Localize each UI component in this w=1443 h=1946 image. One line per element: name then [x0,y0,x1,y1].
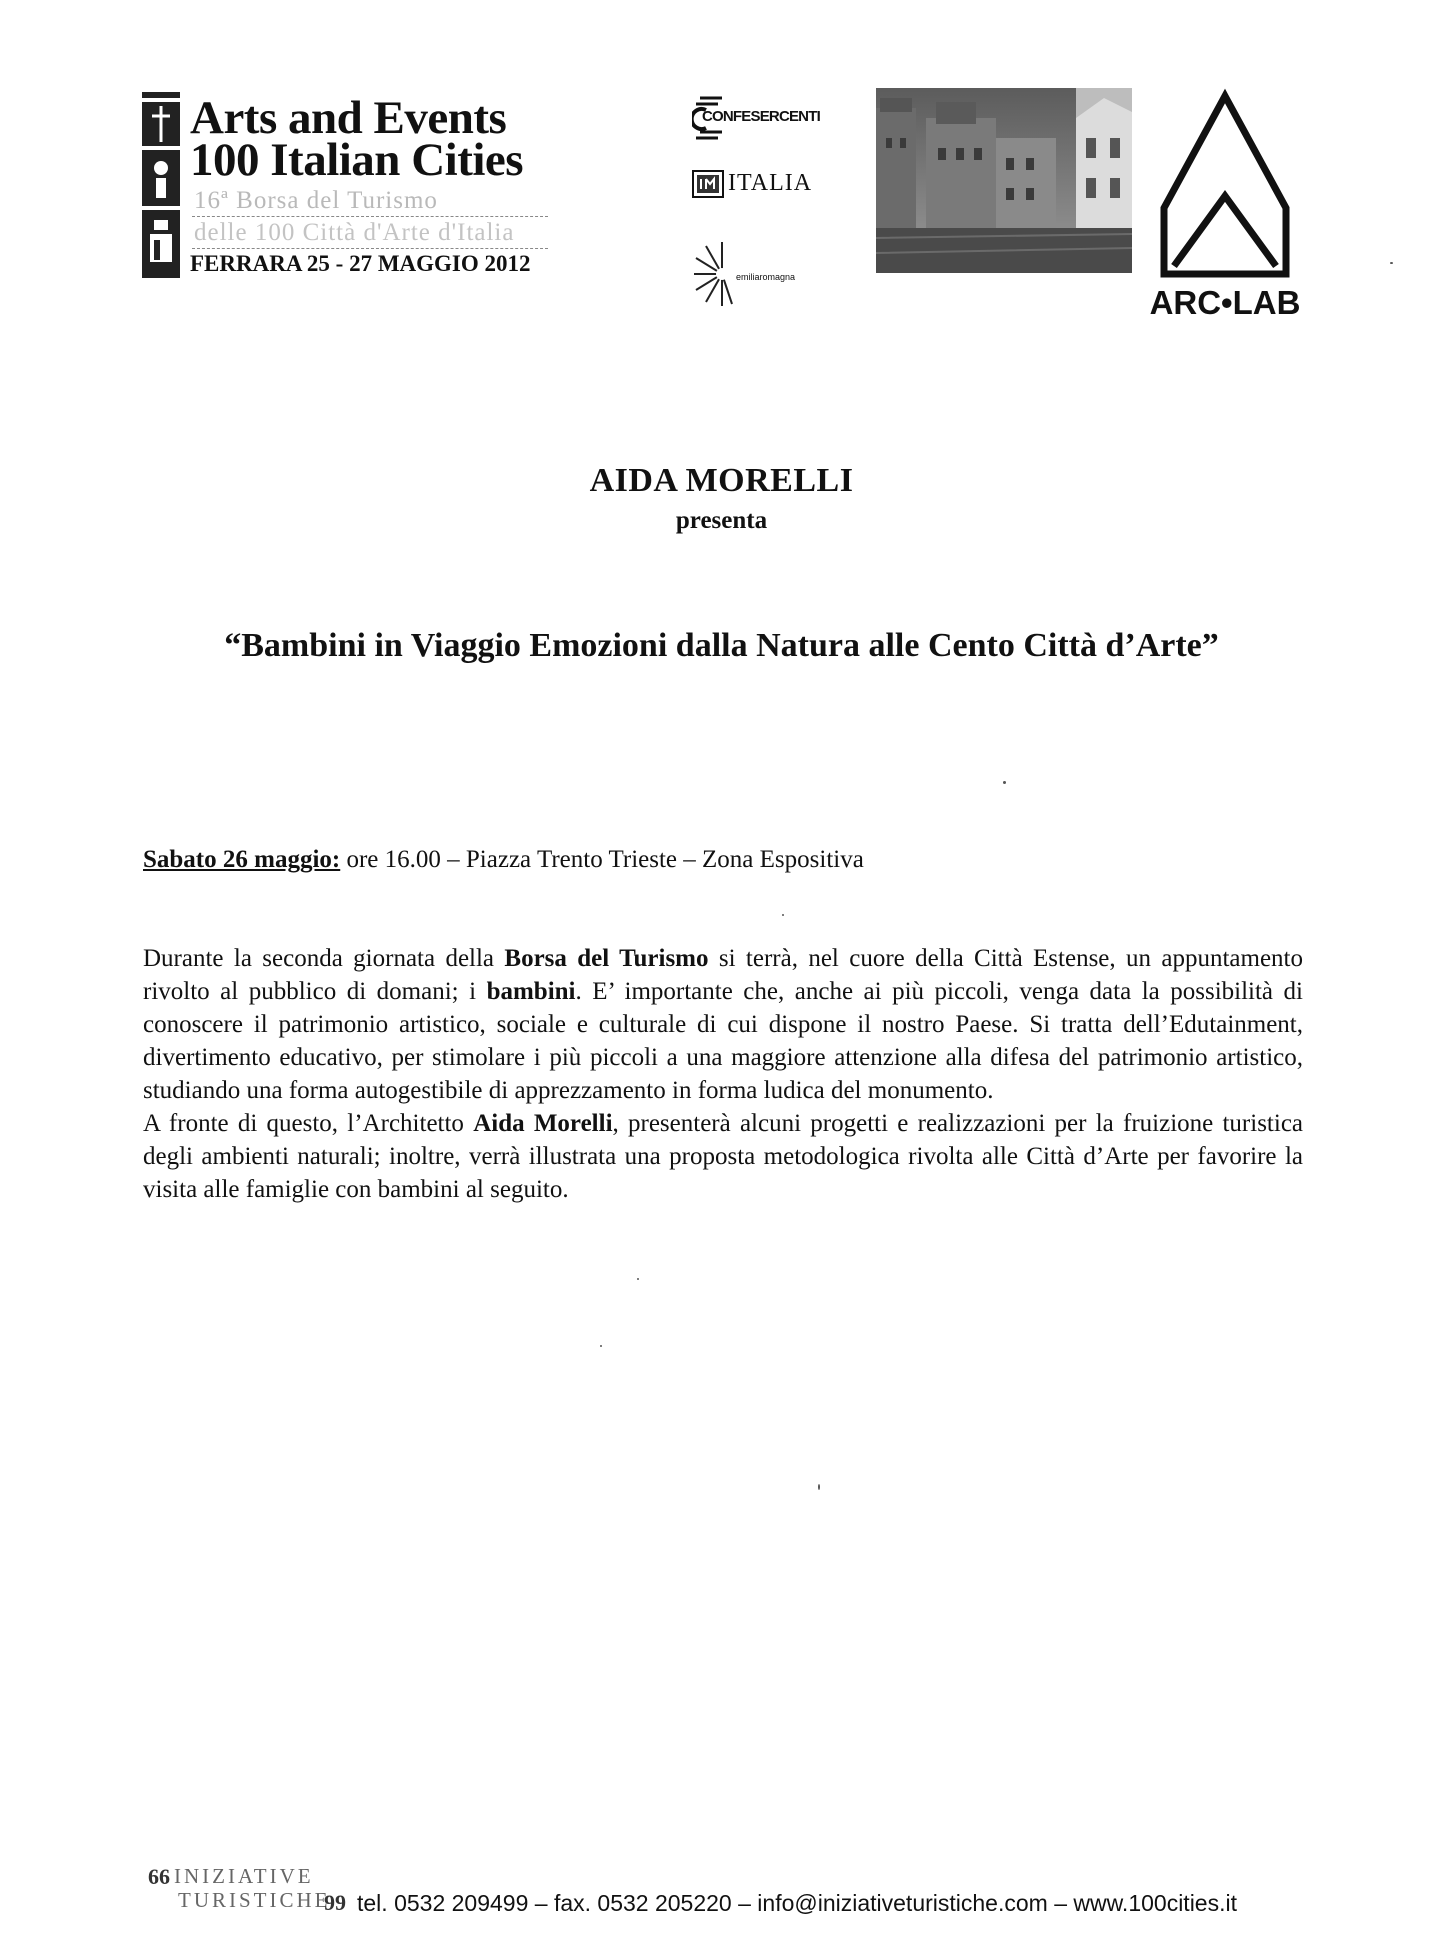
arts-logo-borsa: 16ª Borsa del Turismo [194,187,438,214]
arts-logo-subtitle: 100 Italian Cities [190,134,524,186]
event-time-place: ore 16.00 – Piazza Trento Trieste – Zona Espositiva [340,846,864,873]
scan-speck [600,1345,602,1347]
text-run: , presenterà alcuni progetti e realizzazioni per la fruizione turistica degli ambienti naturali; inoltre, verrà illustrata una proposta metodologica rivolta alle Città d’Arte per favorire la visita alle famiglie con bambini al seguito. [143,1110,1304,1203]
emilia-romagna-text: emiliaromagna [736,272,796,282]
iniziative-turistiche-logo [148,1864,358,1920]
italia-logo [692,166,842,206]
paragraph [143,1107,1303,1206]
quote-open: 66 [148,1864,170,1889]
text-run: Durante la seconda giornata della [143,945,505,972]
logo-line2: TURISTICHE [178,1888,331,1912]
scan-speck [818,1484,820,1490]
bold-text: Borsa del Turismo [504,945,709,972]
text-run: A fronte di questo, l’Architetto [143,1110,474,1137]
text-run: . E’ importante che, anche ai più piccoli, venga data la possibilità di conoscere il patrimonio artistico, sociale e culturale di cui dispone il nostro Paese. Si tratta dell’Edutainment, divertimento educativo, per stimolare i più piccoli a una maggiore attenzione alla difesa del patrimonio artistico, studiando una forma autogestibile di apprezzamento in forma ludica del monumento. [143,978,1303,1104]
city-towers-icon [140,92,182,280]
italia-square-icon [692,170,724,198]
presenta-label: presenta [675,507,768,534]
castle-photo [876,88,1132,273]
divider [192,248,548,249]
arts-logo-dates: FERRARA 25 - 27 MAGGIO 2012 [190,251,531,276]
footer-contact: tel. 0532 209499 – fax. 0532 205220 – info@iniziativeturistiche.com – www.100cities.it [357,1890,1237,1916]
text-run: si terrà, nel cuore della Città Estense, un appuntamento rivolto al pubblico di domani; i [143,945,1304,1005]
scan-speck [1390,262,1393,264]
arc-lab-chevron-icon [1158,88,1292,278]
sunburst-icon [692,238,736,308]
scan-speck [637,1278,639,1280]
bold-text: bambini [486,978,576,1005]
arts-logo-citta: delle 100 Città d'Arte d'Italia [194,219,515,246]
scan-speck [1003,781,1006,784]
arts-logo-title: Arts and Events [190,92,507,144]
estense-castle-image [876,88,1132,273]
arts-and-events-logo [140,92,560,282]
logo-line1: INIZIATIVE [174,1864,314,1888]
bold-text: Aida Morelli [473,1110,613,1137]
arc-lab-text: ARC•LAB [1149,284,1301,321]
confesercenti-text: CONFESERCENTI [702,108,820,125]
paragraph [143,942,1303,1107]
divider [192,216,548,217]
author-name: AIDA MORELLI [589,462,854,499]
italia-text: ITALIA [728,170,813,196]
body-text [143,942,1303,1206]
arc-lab-logo [1140,88,1310,323]
event-date-label: Sabato 26 maggio: [143,846,341,873]
scan-speck [782,914,784,916]
event-title: “Bambini in Viaggio Emozioni dalla Natura alle Cento Città d’Arte” [224,627,1219,664]
quote-close: 99 [324,1890,346,1915]
emilia-romagna-logo [692,238,842,308]
event-date-line [143,846,864,874]
confesercenti-logo [692,92,842,142]
